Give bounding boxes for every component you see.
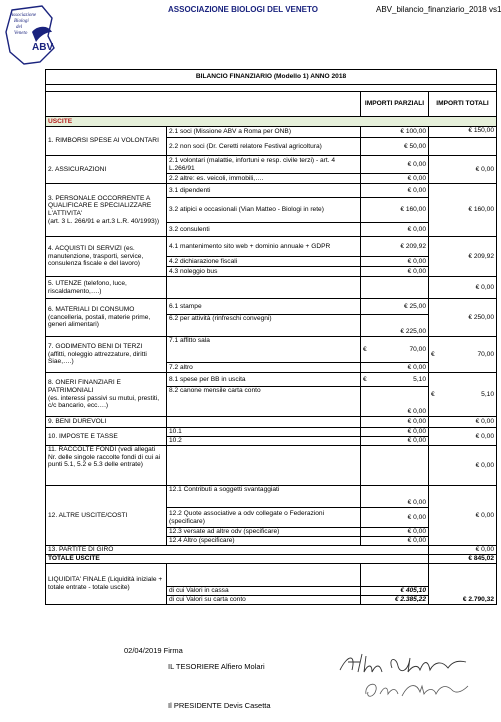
svg-text:del: del (16, 25, 23, 30)
row10b-value: € 0,00 (361, 437, 429, 446)
section-uscite: USCITE (46, 117, 497, 127)
row12a-desc: 12.1 Contributi a soggetti svantaggiati (167, 486, 361, 508)
row4b-value: € 0,00 (361, 257, 429, 267)
presidente-signature (362, 678, 472, 702)
row2b-value: € 0,00 (361, 174, 429, 184)
row6-total: € 250,00 (429, 299, 497, 337)
row7-label: 7. GODIMENTO BENI DI TERZI (affitti, noleggio attrezzature, diritti Siae,….) (46, 337, 167, 373)
row4c-desc: 4.3 noleggio bus (167, 267, 361, 277)
row3c-value: € 0,00 (361, 223, 429, 237)
row1a-value: € 100,00 (361, 127, 429, 138)
row5-total: € 0,00 (429, 277, 497, 299)
row1-total: € 150,00 (429, 127, 497, 138)
svg-text:ABV: ABV (32, 42, 54, 53)
row10a-value: € 0,00 (361, 428, 429, 437)
row4-label: 4. ACQUISTI DI SERVIZI (es. manutenzione, trasporti, service, consulenza fiscale e del lavoro) (46, 237, 167, 277)
svg-text:Associazione: Associazione (10, 13, 37, 18)
table-title: BILANCIO FINANZIARIO (Modello 1) ANNO 2018 (46, 70, 497, 85)
row3a-desc: 3.1 dipendenti (167, 184, 361, 198)
row13-total: € 0,00 (429, 546, 497, 555)
row8b-desc: 8.2 canone mensile carta conto (167, 387, 361, 417)
liquidita-carta-value: € 2.385,22 (361, 596, 429, 605)
row4c-value: € 0,00 (361, 267, 429, 277)
col-parziali: IMPORTI PARZIALI (361, 92, 429, 117)
tesoriere-signature (338, 650, 468, 678)
liquidita-label: LIQUIDITA' FINALE (Liquidità iniziale + totale entrate - totale uscite) (46, 564, 167, 605)
row2a-desc: 2.1 volontari (malattie, infortuni e resp. civile terzi) - art. 4 L.266/91 (167, 156, 361, 174)
row9-value: € 0,00 (361, 417, 429, 428)
svg-text:Veneto: Veneto (14, 31, 28, 36)
totale-uscite-label: TOTALE USCITE (46, 555, 429, 564)
row10a-desc: 10.1 (167, 428, 361, 437)
row3c-desc: 3.2 consulenti (167, 223, 361, 237)
row11-label: 11. RACCOLTE FONDI (vedi allegati Nr. delle singole raccolte fondi di cui ai punti 5.1, 5.2 e 5.3 delle entrate) (46, 446, 167, 486)
row4a-desc: 4.1 mantenimento sito web + dominio annuale + GDPR (167, 237, 361, 257)
row3-label: 3. PERSONALE OCCORRENTE A QUALIFICARE E SPECIALIZZARE L'ATTIVITA' (art. 3 L. 266/91 e art.3 L.R. 40/1993)) (46, 184, 167, 237)
footer-date: 02/04/2019 Firma (124, 646, 183, 655)
abv-logo (2, 2, 58, 68)
row6a-value: € 25,00 (361, 299, 429, 315)
row8b-value: € 0,00 (361, 387, 429, 417)
row10-label: 10. IMPOSTE E TASSE (46, 428, 167, 446)
row1b-value: € 50,00 (361, 138, 429, 156)
row4b-desc: 4.2 dichiarazione fiscali (167, 257, 361, 267)
row10-total: € 0,00 (429, 428, 497, 446)
row8-label: 8. ONERI FINANZIARI E PATRIMONIALI (es. interessi passivi su mutui, prestiti, c/c bancario, ecc….) (46, 373, 167, 417)
liquidita-cassa-desc: di cui Valori in cassa (167, 587, 361, 596)
footer-presidente: Il PRESIDENTE Devis Casetta (168, 701, 271, 710)
row13-label: 13. PARTITE DI GIRO (46, 546, 429, 555)
row11-total: € 0,00 (429, 446, 497, 486)
header-org: ASSOCIAZIONE BIOLOGI DEL VENETO (168, 5, 318, 14)
row1a-desc: 2.1 soci (Missione ABV a Roma per ONB) (167, 127, 361, 138)
row9-label: 9. BENI DUREVOLI (46, 417, 167, 428)
liquidita-carta-desc: di cui Valori su carta conto (167, 596, 361, 605)
row7b-desc: 7.2 altro (167, 363, 361, 373)
row12-total: € 0,00 (429, 486, 497, 546)
footer-tesoriere: IL TESORIERE Alfiero Molari (168, 662, 265, 671)
row2-total: € 0,00 (429, 156, 497, 184)
row9-total: € 0,00 (429, 417, 497, 428)
liquidita-total: € 2.790,32 (429, 564, 497, 605)
row3b-desc: 3.2 atipici e occasionali (Vian Matteo - Biologi in rete) (167, 198, 361, 223)
row7-total: € 70,00 (429, 337, 497, 373)
row12c-value: € 0,00 (361, 528, 429, 537)
row7b-value: € 0,00 (361, 363, 429, 373)
row2a-value: € 0,00 (361, 156, 429, 174)
row8a-value: € 5,10 (361, 373, 429, 387)
row12b-value: € 0,00 (361, 508, 429, 528)
col-totali: IMPORTI TOTALI (429, 92, 497, 117)
row7a-desc: 7.1 affitto sala (167, 337, 361, 363)
row8a-desc: 8.1 spese per BB in uscita (167, 373, 361, 387)
svg-text:Biologi: Biologi (14, 19, 29, 24)
row7a-value: € 70,00 (361, 337, 429, 363)
row2b-desc: 2.2 altre: es. veicoli, immobili,…. (167, 174, 361, 184)
row6b-value: € 225,00 (361, 315, 429, 337)
budget-table (45, 69, 497, 605)
row2-label: 2. ASSICURAZIONI (46, 156, 167, 184)
row6-label: 6. MATERIALI DI CONSUMO (cancelleria, postali, materie prime, generi alimentari) (46, 299, 167, 337)
row12d-value: € 0,00 (361, 537, 429, 546)
row12a-value: € 0,00 (361, 486, 429, 508)
row6a-desc: 6.1 stampe (167, 299, 361, 315)
row4a-value: € 209,92 (361, 237, 429, 257)
liquidita-cassa-value: € 405,10 (361, 587, 429, 596)
totale-uscite-value: € 845,02 (429, 555, 497, 564)
row12b-desc: 12.2 Quote associative a odv collegate o Federazioni (specificare) (167, 508, 361, 528)
header-filename: ABV_bilancio_finanziario_2018 vs1 (376, 5, 501, 14)
row1b-desc: 2.2 non soci (Dr. Ceretti relatore Festival agricoltura) (167, 138, 361, 156)
row6b-desc: 6.2 per attività (rinfreschi convegni) (167, 315, 361, 337)
row12c-desc: 12.3 versate ad altre odv (specificare) (167, 528, 361, 537)
row3-total: € 160,00 (429, 184, 497, 237)
row1-label: 1. RIMBORSI SPESE AI VOLONTARI (46, 127, 167, 156)
row3a-value: € 0,00 (361, 184, 429, 198)
row12d-desc: 12.4 Altro (specificare) (167, 537, 361, 546)
row4-total: € 209,92 (429, 237, 497, 277)
row8-total: € 5,10 (429, 373, 497, 417)
row12-label: 12. ALTRE USCITE/COSTI (46, 486, 167, 546)
row5-label: 5. UTENZE (telefono, luce, riscaldamento,….) (46, 277, 167, 299)
row3b-value: € 160,00 (361, 198, 429, 223)
row10b-desc: 10.2 (167, 437, 361, 446)
